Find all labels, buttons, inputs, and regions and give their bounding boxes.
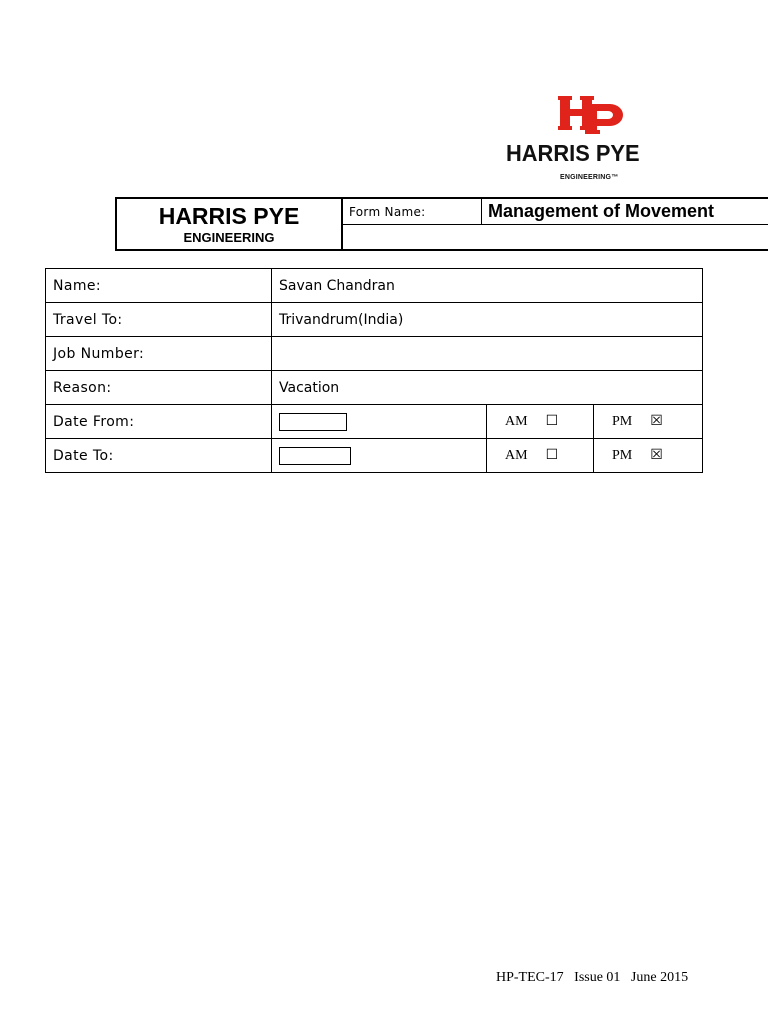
table-row-travel <box>46 303 703 337</box>
date-to-am-cell <box>487 439 594 473</box>
reason-value[interactable]: Vacation <box>272 371 703 405</box>
date-from-pm-checkbox[interactable]: ☒ <box>650 413 663 429</box>
document-footer: HP-TEC-17 Issue 01 June 2015 <box>496 970 689 985</box>
date-to-cell <box>272 439 487 473</box>
date-to-pm-label: PM <box>612 448 633 463</box>
table-row-reason <box>46 371 703 405</box>
header-brand-cell <box>115 197 342 251</box>
name-value[interactable]: Savan Chandran <box>272 269 703 303</box>
hp-monogram-icon <box>558 94 626 134</box>
logo-wordmark: HARRIS PYE <box>506 140 640 166</box>
header-brand: HARRIS PYE <box>158 203 300 229</box>
date-from-input[interactable] <box>279 413 347 431</box>
date-to-am-label: AM <box>505 448 528 463</box>
date-from-am-cell <box>487 405 594 439</box>
job-number-value[interactable] <box>272 337 703 371</box>
date-to-label: Date To: <box>46 439 272 473</box>
date-to-am-checkbox[interactable]: ☐ <box>545 447 559 463</box>
details-table <box>45 268 703 473</box>
form-name-row <box>343 199 768 225</box>
header-form-name-cell <box>342 197 768 251</box>
form-name-value: Management of Movement <box>488 201 715 221</box>
reason-label: Reason: <box>46 371 272 405</box>
date-to-input[interactable] <box>279 447 351 465</box>
travel-to-label: Travel To: <box>46 303 272 337</box>
harris-pye-logo <box>500 94 686 186</box>
header-subtitle: ENGINEERING <box>183 230 275 245</box>
date-from-pm-cell <box>594 405 703 439</box>
table-row-date-to <box>46 439 703 473</box>
table-row-name <box>46 269 703 303</box>
date-from-label: Date From: <box>46 405 272 439</box>
form-name-label: Form Name: <box>349 205 426 219</box>
date-to-pm-cell <box>594 439 703 473</box>
date-from-am-label: AM <box>505 414 528 429</box>
travel-to-value[interactable]: Trivandrum(India) <box>272 303 703 337</box>
date-from-pm-label: PM <box>612 414 633 429</box>
form-header <box>115 197 768 251</box>
logo-subtitle: ENGINEERING™ <box>560 174 619 181</box>
table-row-date-from <box>46 405 703 439</box>
form-name-divider <box>481 199 482 224</box>
date-from-cell <box>272 405 487 439</box>
date-to-pm-checkbox[interactable]: ☒ <box>650 447 663 463</box>
name-label: Name: <box>46 269 272 303</box>
job-number-label: Job Number: <box>46 337 272 371</box>
date-from-am-checkbox[interactable]: ☐ <box>545 413 559 429</box>
table-row-job <box>46 337 703 371</box>
